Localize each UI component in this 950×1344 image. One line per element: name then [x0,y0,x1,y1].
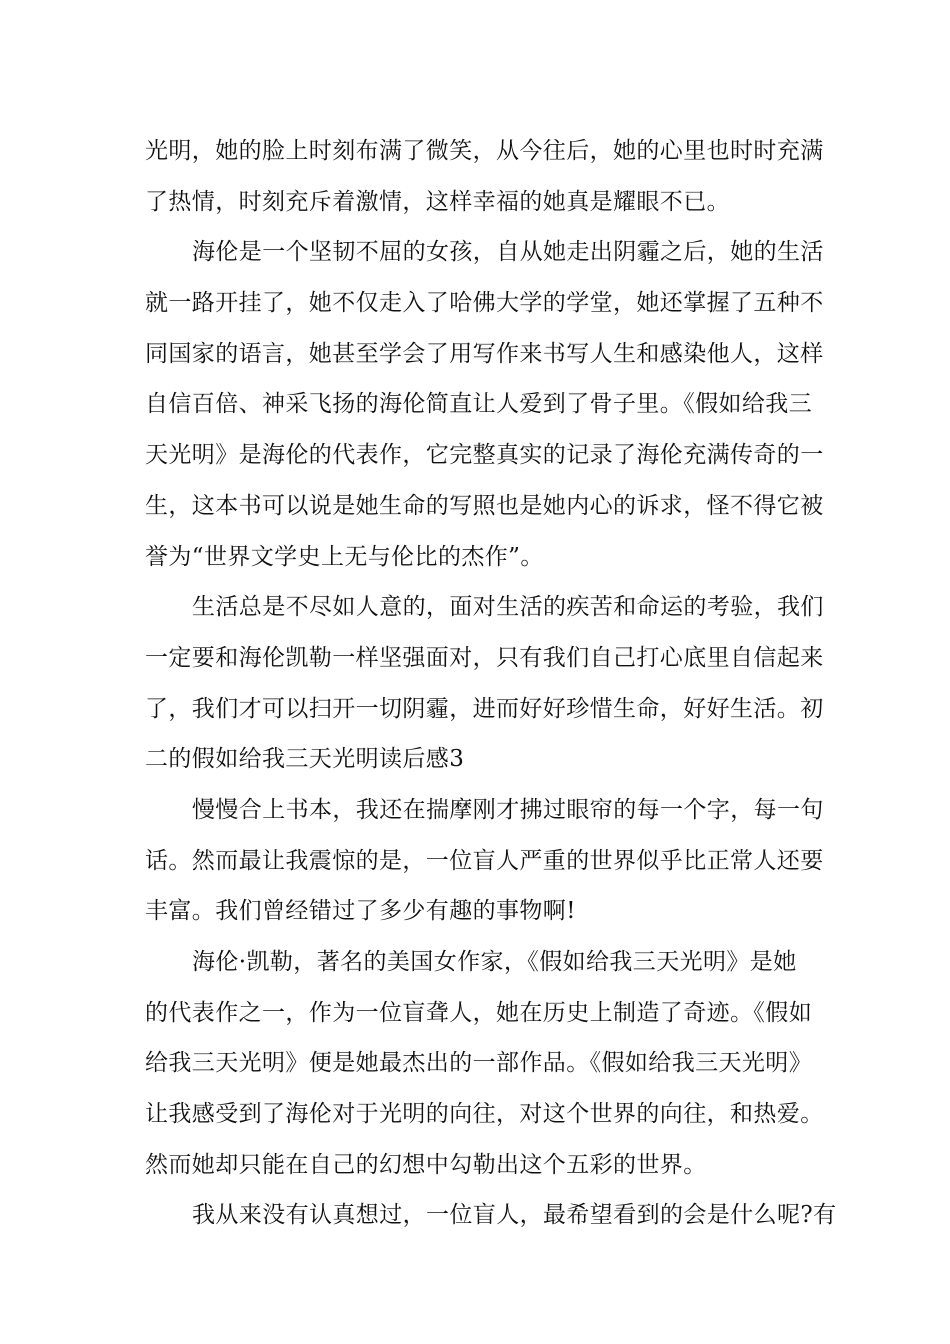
text-line: 了，我们才可以扫开一切阴霾，进而好好珍惜生命，好好生活。初 [145,695,824,722]
text-line: 同国家的语言，她甚至学会了用写作来书写人生和感染他人，这样 [145,340,824,367]
text-line: 丰富。我们曾经错过了多少有趣的事物啊! [145,898,576,925]
text-line: 二的假如给我三天光明读后感3 [145,746,465,773]
text-line: 一定要和海伦凯勒一样坚强面对，只有我们自己打心底里自信起来 [145,644,824,671]
text-line: 生，这本书可以说是她生命的写照也是她内心的诉求，怪不得它被 [145,492,824,519]
paragraph-start-line: 海伦·凯勒，著名的美国女作家，《假如给我三天光明》是她 [192,949,797,975]
text-line: 的代表作之一，作为一位盲聋人，她在历史上制造了奇迹。《假如 [145,999,813,1026]
text-line: 让我感受到了海伦对于光明的向往，对这个世界的向往，和热爱。 [145,1101,824,1128]
paragraph-start-line: 慢慢合上书本，我还在揣摩刚才拂过眼帘的每一个字，每一句 [192,796,824,823]
text-line: 了热情，时刻充斥着激情，这样幸福的她真是耀眼不已。 [145,188,730,215]
text-line: 天光明》是海伦的代表作，它完整真实的记录了海伦充满传奇的一 [145,442,824,469]
paragraph-start-line: 海伦是一个坚韧不屈的女孩，自从她走出阴霾之后，她的生活 [192,239,824,266]
document-body [145,126,837,1241]
paragraph-start-line: 我从来没有认真想过，一位盲人，最希望看到的会是什么呢?有 [192,1202,837,1229]
text-line: 自信百倍、神采飞扬的海伦简直让人爱到了骨子里。《假如给我三 [145,391,813,418]
text-line: 话。然而最让我震惊的是，一位盲人严重的世界似乎比正常人还要 [145,847,824,874]
text-line: 就一路开挂了，她不仅走入了哈佛大学的学堂，她还掌握了五种不 [145,290,824,317]
text-line: 然而她却只能在自己的幻想中勾勒出这个五彩的世界。 [145,1151,707,1178]
text-line: 誉为“世界文学史上无与伦比的杰作”。 [145,543,544,570]
paragraph-start-line: 生活总是不尽如人意的，面对生活的疾苦和命运的考验，我们 [192,594,824,621]
text-line: 光明，她的脸上时刻布满了微笑，从今往后，她的心里也时时充满 [145,138,824,164]
text-line: 给我三天光明》便是她最杰出的一部作品。《假如给我三天光明》 [145,1050,813,1077]
